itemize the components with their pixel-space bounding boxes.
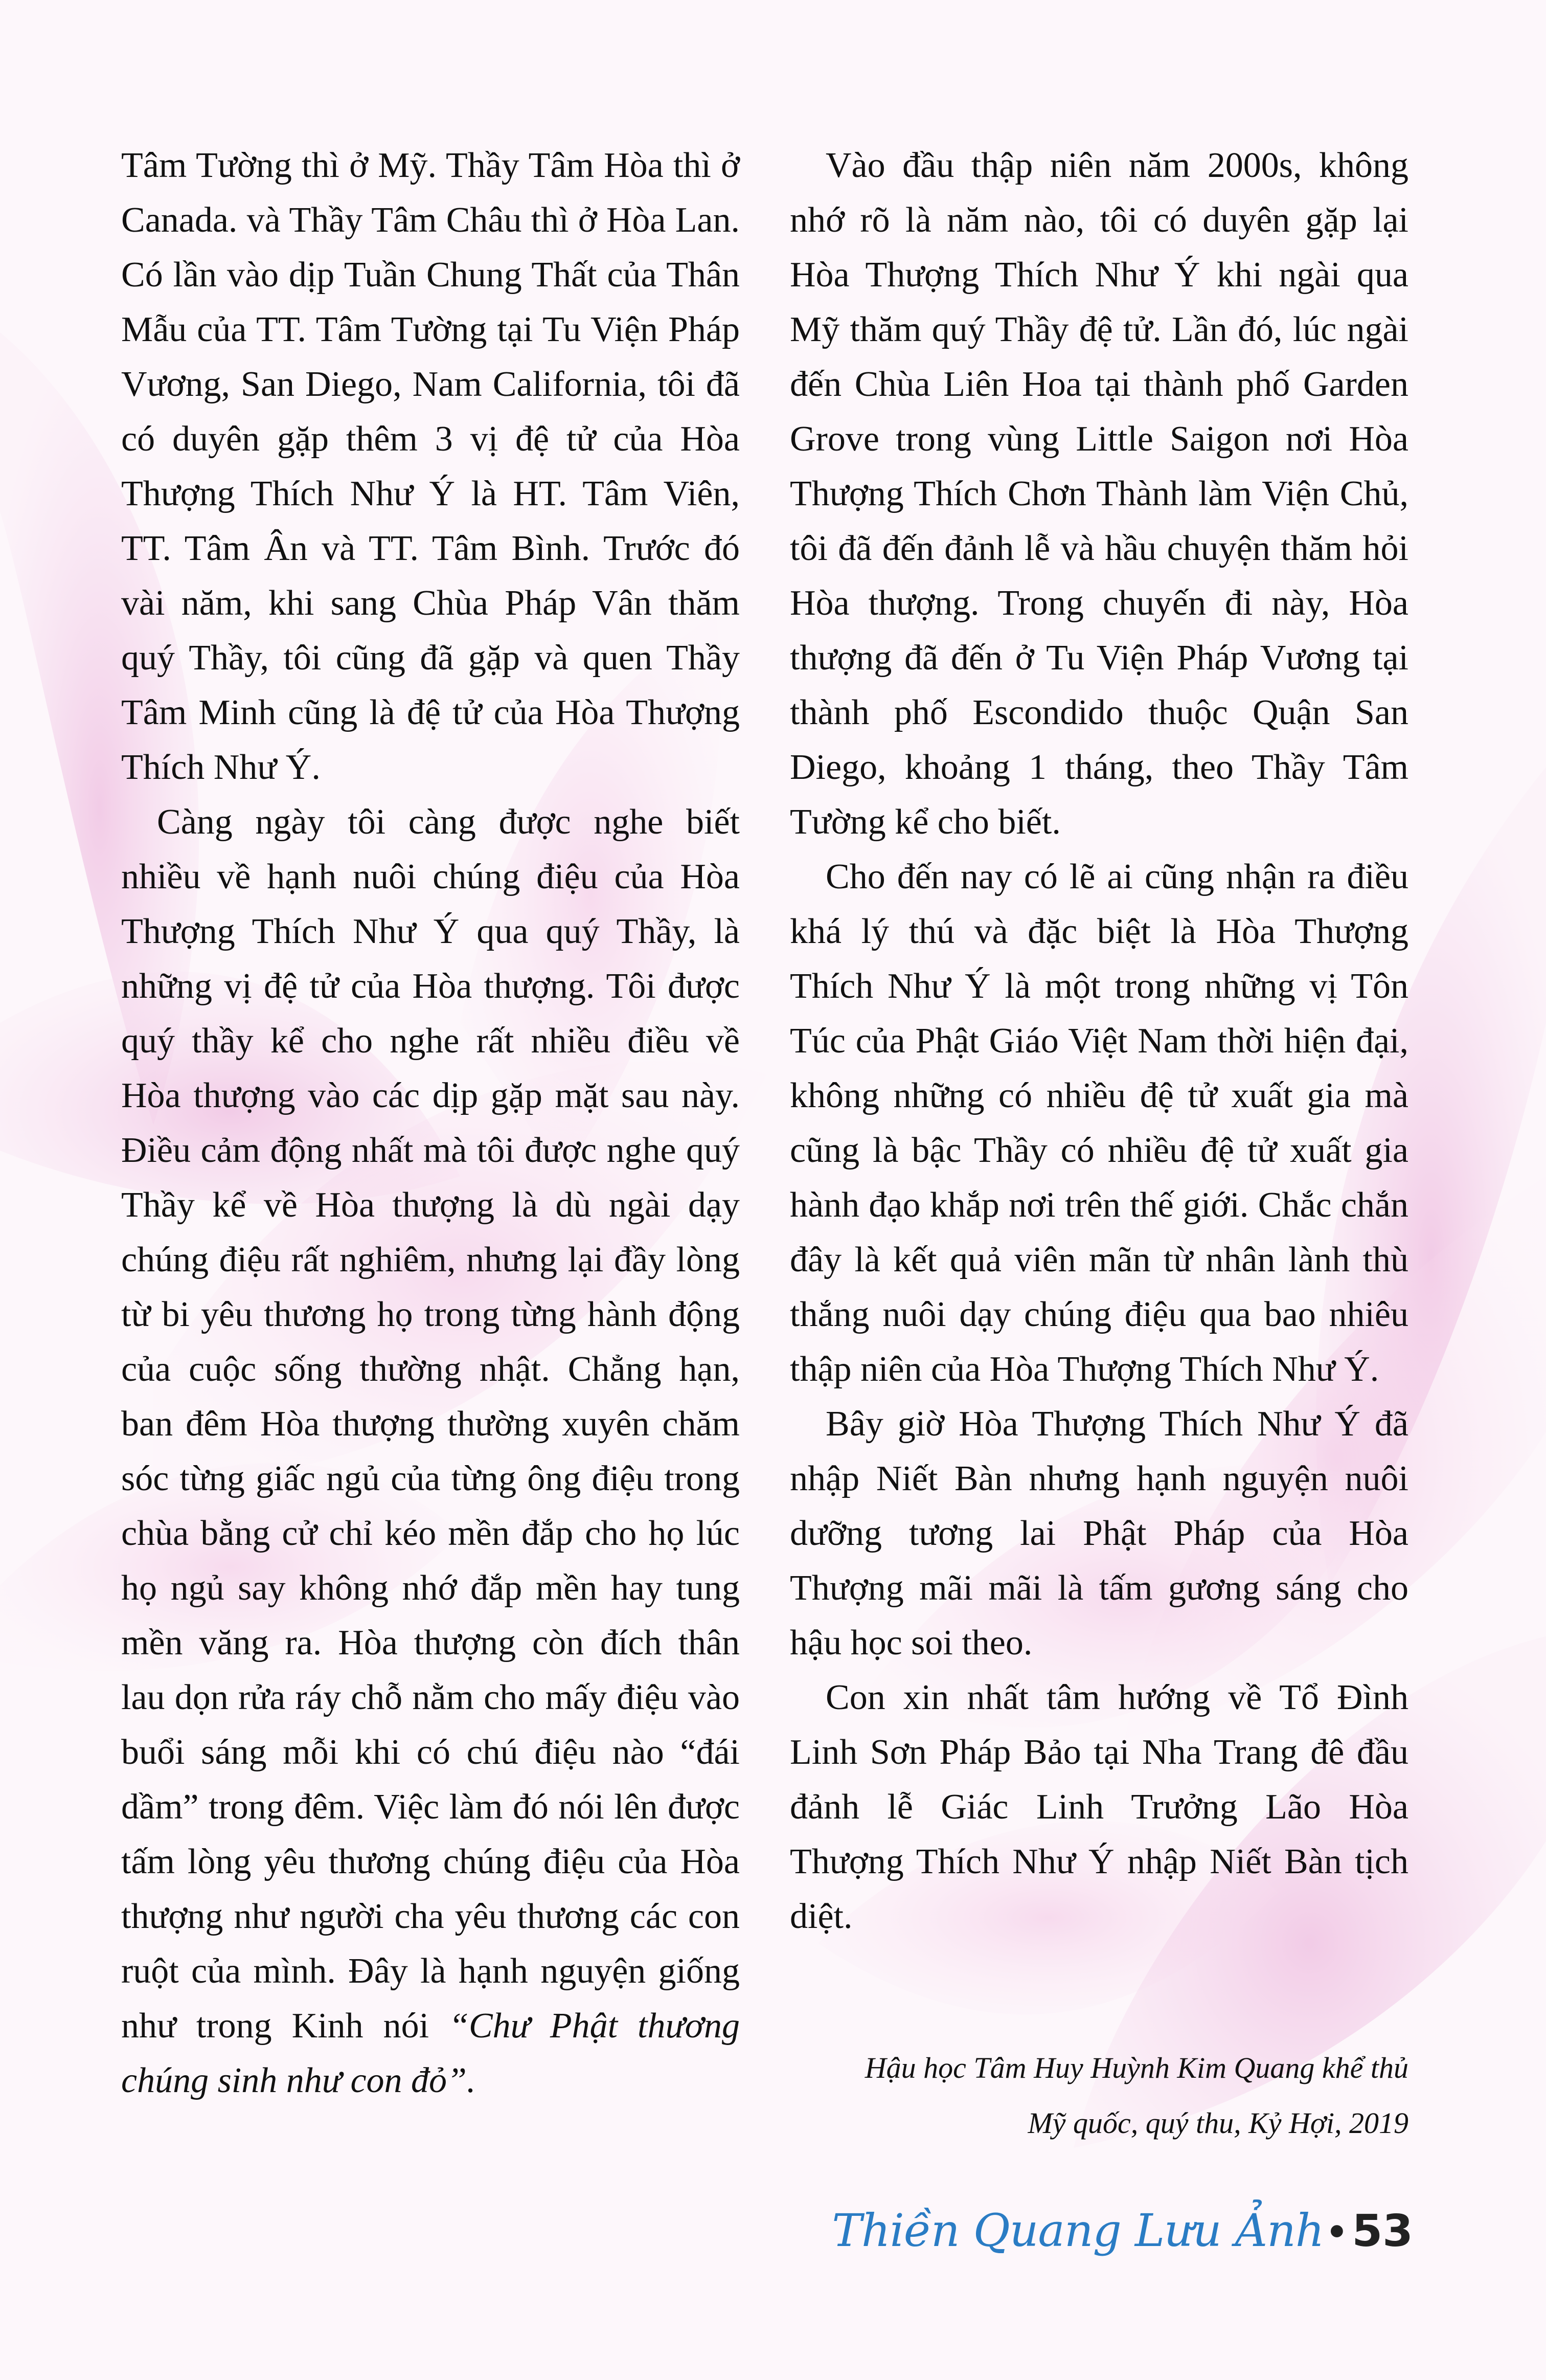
publication-title: Thiền Quang Lưu Ảnh bbox=[832, 2204, 1324, 2257]
author-signature bbox=[790, 2040, 1408, 2151]
paragraph-text: Càng ngày tôi càng được nghe biết nhiều về hạnh nuôi chúng điệu của Hòa Thượng Thích Như Ý qua quý Thầy, là những vị đệ tử của Hòa thượng. Tôi được quý thầy kể cho nghe rất nhiều điều về Hòa thượng vào các dịp gặp mặt sau này. Điều cảm động nhất mà tôi được nghe quý Thầy kể về Hòa thượng là dù ngài dạy chúng điệu rất nghiêm, nhưng lại đầy lòng từ bi yêu thương họ trong từng hành động của cuộc sống thường nhật. Chẳng hạn, ban đêm Hòa thượng thường xuyên chăm sóc từng giấc ngủ của từng ông điệu trong chùa bằng cử chỉ kéo mền đắp cho họ lúc họ ngủ say không nhớ đắp mền hay tung mền văng ra. Hòa thượng còn đích thân lau dọn rửa ráy chỗ nằm cho mấy điệu vào buổi sáng mỗi khi có chú điệu nào “đái dầm” trong đêm. Việc làm đó nói lên được tấm lòng yêu thương chúng điệu của Hòa thượng như người cha yêu thương các con ruột của mình. Đây là hạnh nguyện giống như trong Kinh nói bbox=[121, 802, 740, 2046]
signature-line: Hậu học Tâm Huy Huỳnh Kim Quang khể thủ bbox=[865, 2051, 1408, 2084]
article-right-column bbox=[790, 138, 1408, 1944]
paragraph: Vào đầu thập niên năm 2000s, không nhớ rõ là năm nào, tôi có duyên gặp lại Hòa Thượng Thích Như Ý khi ngài qua Mỹ thăm quý Thầy đệ tử. Lần đó, lúc ngài đến Chùa Liên Hoa tại thành phố Garden Grove trong vùng Little Saigon nơi Hòa Thượng Thích Chơn Thành làm Viện Chủ, tôi đã đến đảnh lễ và hầu chuyện thăm hỏi Hòa thượng. Trong chuyến đi này, Hòa thượng đã đến ở Tu Viện Pháp Vương tại thành phố Escondido thuộc Quận San Diego, khoảng 1 tháng, theo Thầy Tâm Tường kể cho biết. bbox=[790, 146, 1408, 842]
page-footer bbox=[832, 2204, 1413, 2255]
paragraph: Bây giờ Hòa Thượng Thích Như Ý đã nhập Niết Bàn nhưng hạnh nguyện nuôi dưỡng tương lai Phật Pháp của Hòa Thượng mãi mãi là tấm gương sáng cho hậu học soi theo. bbox=[790, 1404, 1408, 1663]
page-number: 53 bbox=[1352, 2206, 1413, 2257]
paragraph: Cho đến nay có lẽ ai cũng nhận ra điều khá lý thú và đặc biệt là Hòa Thượng Thích Như Ý là một trong những vị Tôn Túc của Phật Giáo Việt Nam thời hiện đại, không những có nhiều đệ tử xuất gia mà cũng là bậc Thầy có nhiều đệ tử xuất gia hành đạo khắp nơi trên thế giới. Chắc chắn đây là kết quả viên mãn từ nhân lành thù thắng nuôi dạy chúng điệu qua bao nhiêu thập niên của Hòa Thượng Thích Như Ý. bbox=[790, 857, 1408, 1389]
paragraph: Tâm Tường thì ở Mỹ. Thầy Tâm Hòa thì ở Canada. và Thầy Tâm Châu thì ở Hòa Lan. Có lần vào dịp Tuần Chung Thất của Thân Mẫu của TT. Tâm Tường tại Tu Viện Pháp Vương, San Diego, Nam California, tôi đã có duyên gặp thêm 3 vị đệ tử của Hòa Thượng Thích Như Ý là HT. Tâm Viên, TT. Tâm Ân và TT. Tâm Bình. Trước đó vài năm, khi sang Chùa Pháp Vân thăm quý Thầy, tôi cũng đã gặp và quen Thầy Tâm Minh cũng là đệ tử của Hòa Thượng Thích Như Ý. bbox=[121, 146, 740, 787]
article-left-column bbox=[121, 138, 740, 2108]
paragraph bbox=[121, 795, 740, 2108]
sutra-quote: “Chư Phật thương chúng sinh như con đỏ”. bbox=[121, 2006, 740, 2100]
paragraph: Con xin nhất tâm hướng về Tổ Đình Linh Sơn Pháp Bảo tại Nha Trang đê đầu đảnh lễ Giác Linh Trưởng Lão Hòa Thượng Thích Như Ý nhập Niết Bàn tịch diệt. bbox=[790, 1678, 1408, 1936]
signature-date-line: Mỹ quốc, quý thu, Kỷ Hợi, 2019 bbox=[1028, 2106, 1408, 2140]
footer-separator: • bbox=[1329, 2207, 1345, 2256]
